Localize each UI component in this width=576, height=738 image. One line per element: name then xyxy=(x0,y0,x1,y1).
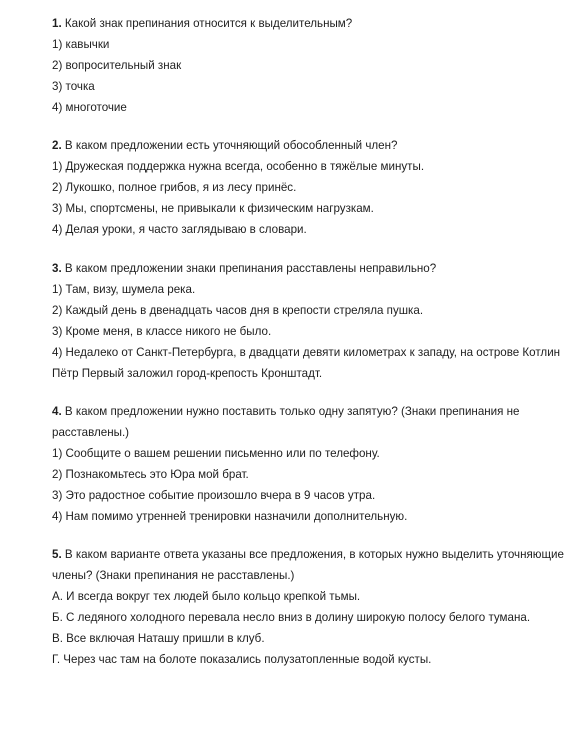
answer-option: 4) Делая уроки, я часто заглядываю в словари. xyxy=(52,223,307,236)
question-text: В каком предложении знаки препинания расставлены неправильно? xyxy=(64,262,437,275)
answer-option: Б. С ледяного холодного перевала несло вниз в долину широкую полосу белого тумана. xyxy=(52,611,531,624)
question-number: 1. xyxy=(52,17,62,30)
answer-option: 4) Недалеко от Санкт-Петербурга, в двадцати девяти километрах к западу, на острове Котлин xyxy=(52,346,561,359)
answer-option: 3) Это радостное событие произошло вчера в 9 часов утра. xyxy=(52,489,376,502)
answer-option: 4) Нам помимо утренней тренировки назначили дополнительную. xyxy=(52,510,408,523)
answer-option: 4) многоточие xyxy=(52,101,127,114)
answer-option: В. Все включая Наташу пришли в клуб. xyxy=(52,632,265,645)
answer-option-continuation: Пётр Первый заложил город-крепость Кронштадт. xyxy=(52,367,323,380)
question-text-continuation: расставлены.) xyxy=(52,426,130,439)
answer-option: 2) Лукошко, полное грибов, я из лесу принёс. xyxy=(52,181,297,194)
answer-option: Г. Через час там на болоте показались полузатопленные водой кусты. xyxy=(52,653,432,666)
question-text: Какой знак препинания относится к выделительным? xyxy=(64,17,353,30)
answer-option: 1) Там, визу, шумела река. xyxy=(52,283,196,296)
question-2-heading xyxy=(52,139,397,153)
answer-option: 3) точка xyxy=(52,80,95,93)
question-text: В каком предложении есть уточняющий обособленный член? xyxy=(64,139,398,152)
answer-option: 1) Сообщите о вашем решении письменно или по телефону. xyxy=(52,447,380,460)
answer-option: 3) Кроме меня, в классе никого не было. xyxy=(52,325,272,338)
question-number: 5. xyxy=(52,548,62,561)
question-number: 2. xyxy=(52,139,62,152)
question-number: 4. xyxy=(52,405,62,418)
question-text: В каком варианте ответа указаны все предложения, в которых нужно выделить уточняющие xyxy=(64,548,564,561)
answer-option: 1) кавычки xyxy=(52,38,110,51)
answer-option: 3) Мы, спортсмены, не привыкали к физическим нагрузкам. xyxy=(52,202,374,215)
question-number: 3. xyxy=(52,262,62,275)
answer-option: 2) Каждый день в двенадцать часов дня в крепости стреляла пушка. xyxy=(52,304,424,317)
answer-option: А. И всегда вокруг тех людей было кольцо крепкой тьмы. xyxy=(52,590,361,603)
question-1-heading xyxy=(52,17,352,31)
question-text-continuation: члены? (Знаки препинания не расставлены.) xyxy=(52,569,295,582)
question-5-heading xyxy=(52,548,564,562)
question-text: В каком предложении нужно поставить только одну запятую? (Знаки препинания не xyxy=(64,405,520,418)
question-4-heading xyxy=(52,405,520,419)
answer-option: 2) Познакомьтесь это Юра мой брат. xyxy=(52,468,249,481)
answer-option: 1) Дружеская поддержка нужна всегда, особенно в тяжёлые минуты. xyxy=(52,160,425,173)
answer-option: 2) вопросительный знак xyxy=(52,59,182,72)
question-3-heading xyxy=(52,262,436,276)
